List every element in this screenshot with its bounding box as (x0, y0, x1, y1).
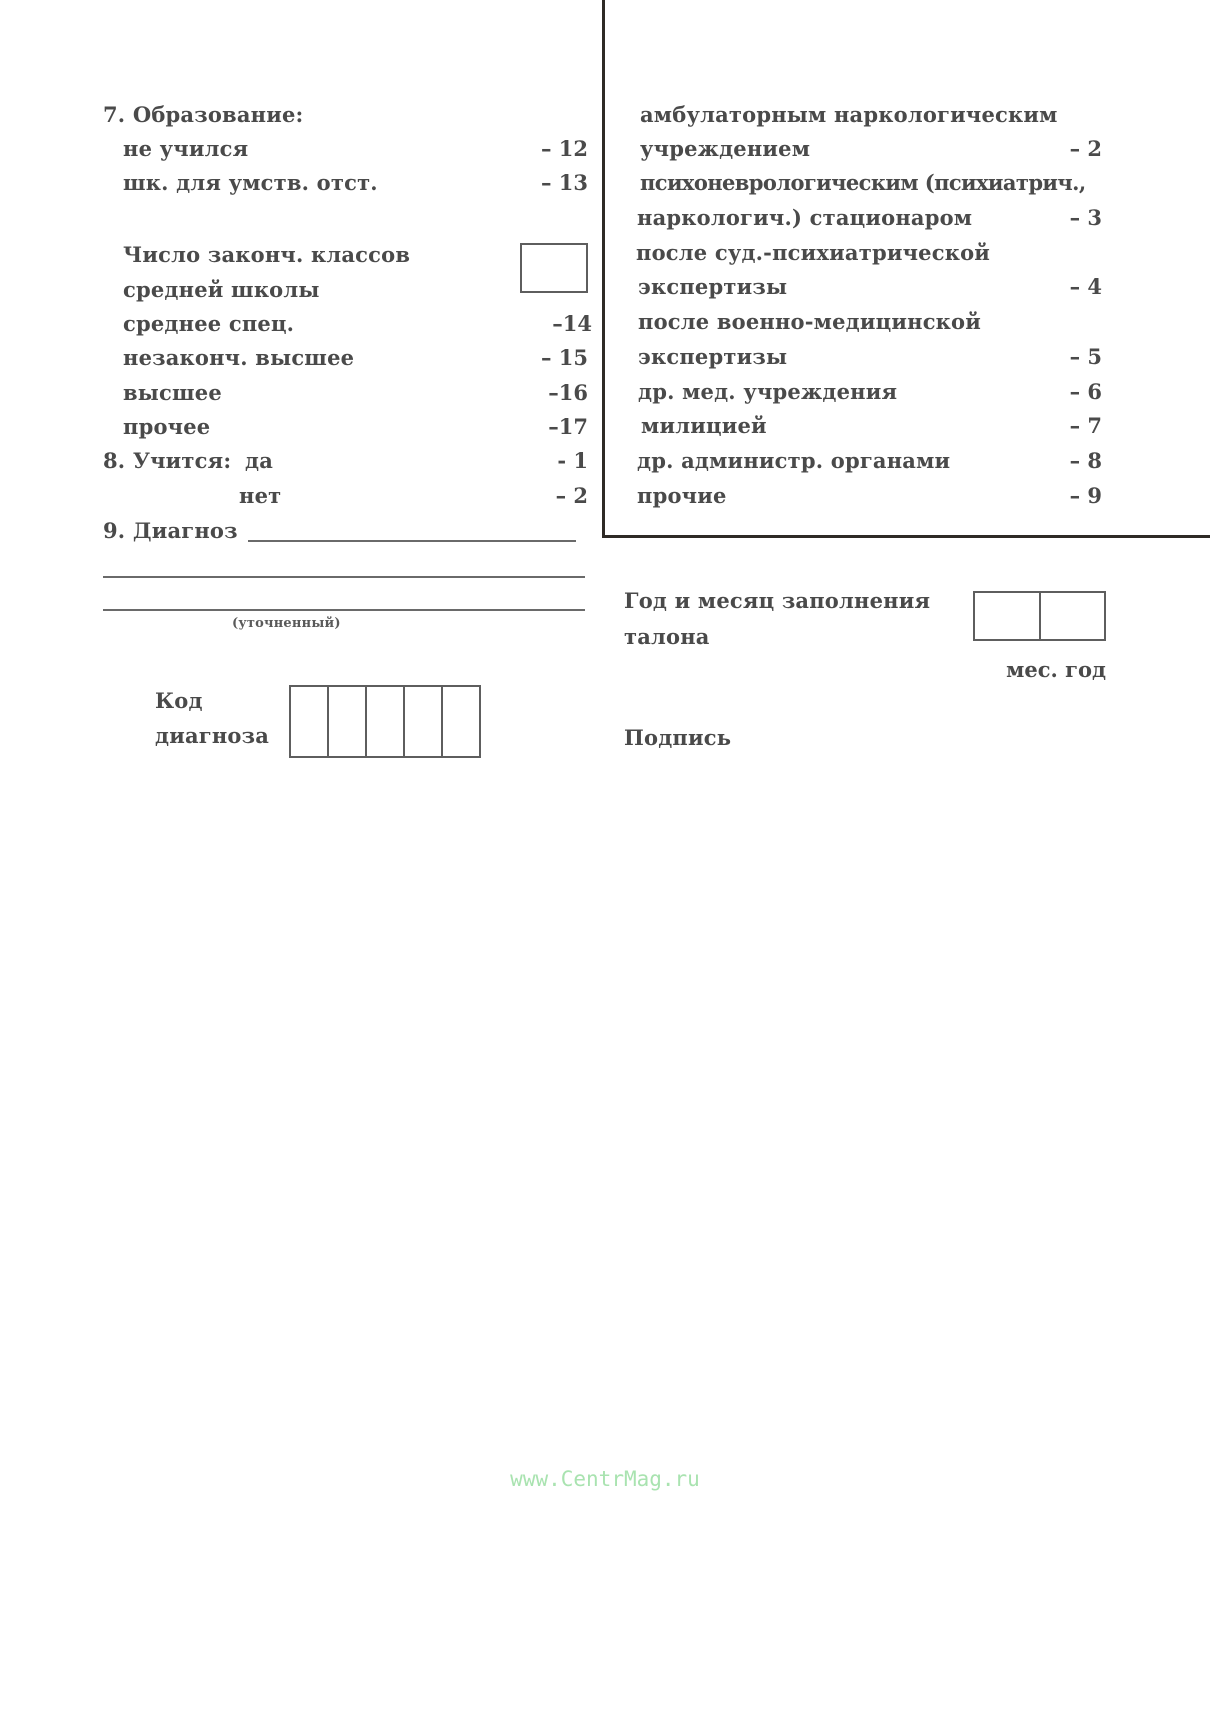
education-option-code: – 15 (540, 345, 588, 370)
diagnosis-code-cell[interactable] (291, 687, 329, 756)
date-cells[interactable] (973, 591, 1106, 641)
referral-item-code: – 5 (1069, 344, 1102, 369)
education-option-code: – 13 (540, 170, 588, 195)
grades-label: Число законч. классов (123, 242, 411, 267)
referral-item-text: психоневрологическим (психиатрич., (640, 170, 1086, 195)
referral-item-code: – 3 (1069, 205, 1102, 230)
diagnosis-input-line-3[interactable] (103, 609, 585, 611)
referral-item-code: – 7 (1069, 413, 1102, 438)
diagnosis-input-line-2[interactable] (103, 576, 585, 578)
education-option-code: –16 (548, 380, 588, 405)
referral-item-text: после военно-медицинской (638, 309, 982, 334)
diagnosis-caption: (уточненный) (232, 616, 341, 631)
grades-label-2: средней школы (123, 277, 320, 302)
referral-item-text: после суд.-психиатрической (636, 240, 991, 265)
referral-item-code: – 9 (1069, 483, 1102, 508)
education-option-label: не учился (123, 136, 249, 161)
studying-no-code: – 2 (555, 483, 588, 508)
date-label-2: талона (624, 624, 710, 649)
studying-yes-code: - 1 (557, 448, 588, 473)
studying-heading: 8. Учится: (103, 448, 232, 473)
studying-yes-label: да (245, 448, 274, 473)
education-option-code: –14 (552, 311, 592, 336)
referral-item-text: милицией (641, 413, 767, 438)
diagnosis-input-line-1[interactable] (248, 540, 576, 542)
diagnosis-code-label: Код (155, 688, 203, 713)
diagnosis-code-cell[interactable] (367, 687, 405, 756)
diagnosis-code-label-2: диагноза (155, 723, 270, 748)
education-option-label: высшее (123, 380, 222, 405)
referral-item-code: – 8 (1069, 448, 1102, 473)
referral-item-text: экспертизы (638, 274, 788, 299)
diagnosis-code-cells[interactable] (289, 685, 481, 758)
education-heading: 7. Образование: (103, 102, 304, 127)
education-option-label: шк. для умств. отст. (123, 170, 378, 195)
referral-item-code: – 6 (1069, 379, 1102, 404)
year-cell[interactable] (1041, 593, 1105, 639)
referral-item-text: амбулаторным наркологическим (640, 102, 1058, 127)
studying-no-label: нет (239, 483, 282, 508)
education-option-label: прочее (123, 414, 211, 439)
diagnosis-code-cell[interactable] (443, 687, 479, 756)
signature-label: Подпись (624, 725, 732, 750)
month-cell[interactable] (975, 593, 1041, 639)
education-option-code: – 12 (540, 136, 588, 161)
education-option-label: среднее спец. (123, 311, 295, 336)
date-caption: мес. год (1006, 657, 1106, 682)
referral-item-text: экспертизы (638, 344, 788, 369)
referral-item-text: др. мед. учреждения (638, 379, 898, 404)
date-label: Год и месяц заполнения (624, 588, 931, 613)
referral-item-text: др. администр. органами (637, 448, 951, 473)
education-option-label: незаконч. высшее (123, 345, 355, 370)
grades-count-input[interactable] (520, 243, 588, 293)
education-option-code: –17 (548, 414, 588, 439)
referral-item-text: учреждением (640, 136, 811, 161)
referral-item-code: – 2 (1069, 136, 1102, 161)
diagnosis-heading: 9. Диагноз (103, 518, 238, 543)
diagnosis-code-cell[interactable] (329, 687, 367, 756)
referral-item-code: – 4 (1069, 274, 1102, 299)
referral-item-text: прочие (637, 483, 727, 508)
diagnosis-code-cell[interactable] (405, 687, 443, 756)
referral-item-text: наркологич.) стационаром (637, 205, 973, 230)
watermark: www.CentrMag.ru (510, 1467, 700, 1491)
